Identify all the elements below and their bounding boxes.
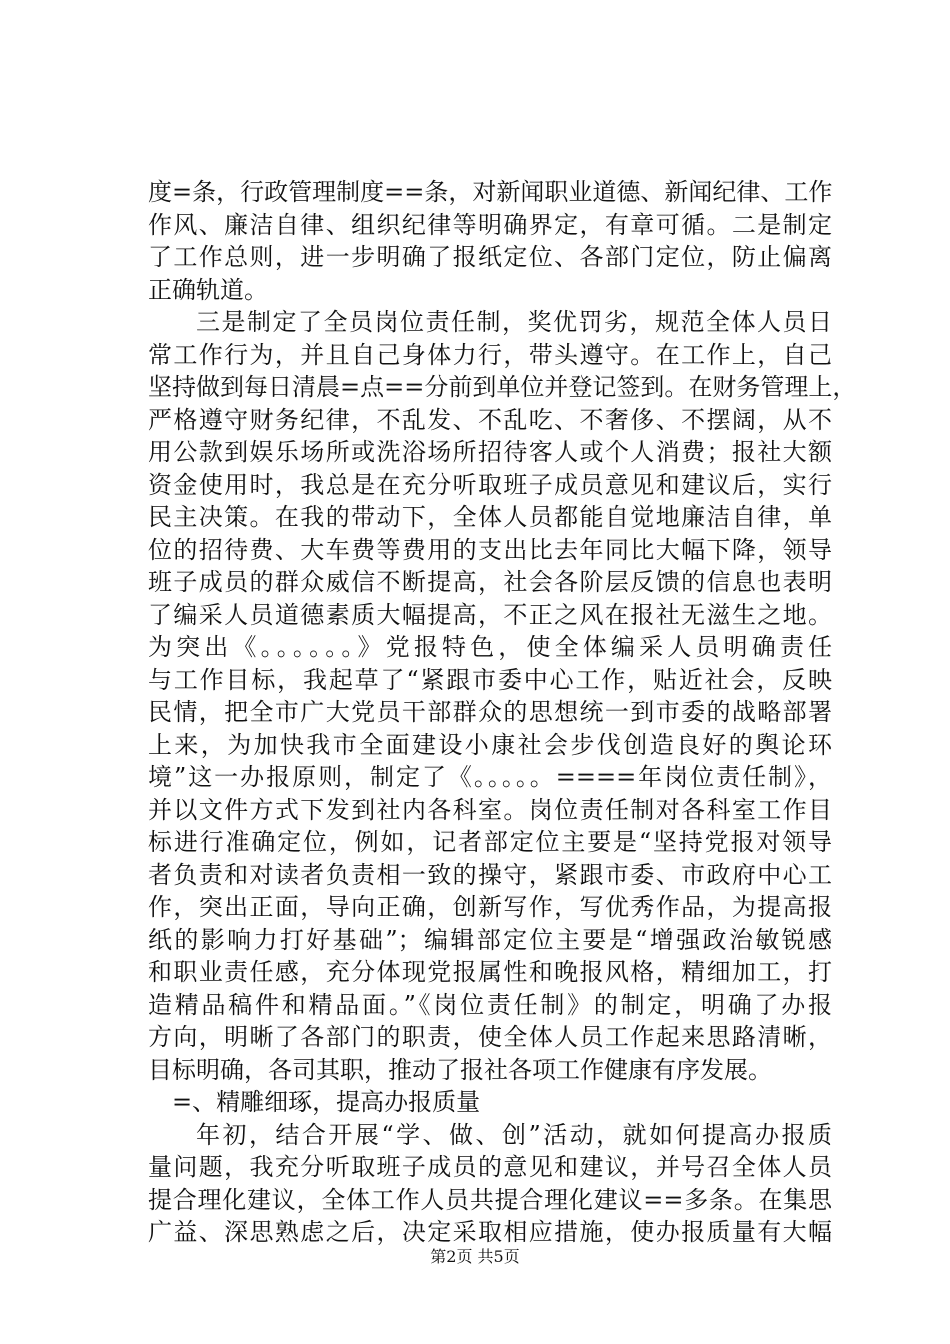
text-line: 目标明确，各司其职，推动了报社各项工作健康有序发展。 [148,1055,772,1084]
body-text [148,176,857,1249]
text-line: 造精品稿件和精品面。”《岗位责任制》的制定，明确了办报 [148,990,832,1019]
text-line: 为突出《。。。。。。》党报特色，使全体编采人员明确责任 [148,633,832,661]
text-line: 了编采人员道德素质大幅提高，不正之风在报社无滋生之地。 [148,600,832,629]
text-line: 者负责和对读者负责相一致的操守，紧跟市委、市政府中心工 [148,860,832,889]
text-line: 坚持做到每日清晨=点==分前到单位并登记签到。在财务管理上， [148,373,857,401]
text-line: 常工作行为，并且自己身体力行，带头遵守。在工作上，自己 [148,340,832,369]
text-line: 度=条，行政管理制度==条，对新闻职业道德、新闻纪律、工作 [148,178,833,206]
page-footer: 第2页 共5页 [430,1247,520,1266]
text-line: 提合理化建议，全体工作人员共提合理化建议==多条。在集思 [148,1185,832,1214]
text-line: 并以文件方式下发到社内各科室。岗位责任制对各科室工作目 [148,795,832,824]
text-line: 与工作目标，我起草了“紧跟市委中心工作，贴近社会，反映 [148,665,832,694]
text-line: 民情，把全市广大党员干部群众的思想统一到市委的战略部署 [148,698,832,726]
text-line: 广益、深思熟虑之后，决定采取相应措施，使办报质量有大幅 [148,1218,832,1246]
text-line: 境”这一办报原则，制定了《。。。。。====年岗位责任制》， [148,763,832,791]
text-line: 三是制定了全员岗位责任制，奖优罚劣，规范全体人员日 [196,308,832,336]
text-line: 班子成员的群众威信不断提高，社会各阶层反馈的信息也表明 [148,568,832,596]
text-line: 了工作总则，进一步明确了报纸定位、各部门定位，防止偏离 [148,243,832,271]
text-line: 量问题，我充分听取班子成员的意见和建议，并号召全体人员 [148,1153,832,1181]
text-line: 方向，明晰了各部门的职责，使全体人员工作起来思路清晰， [148,1023,832,1051]
text-line: 上来，为加快我市全面建设小康社会步伐创造良好的舆论环 [148,730,832,759]
text-line: 正确轨道。 [148,275,268,304]
text-line: 用公款到娱乐场所或洗浴场所招待客人或个人消费；报社大额 [148,438,832,466]
text-line: 纸的影响力打好基础”；编辑部定位主要是“增强政治敏锐感 [148,925,832,954]
text-line: 位的招待费、大车费等费用的支出比去年同比大幅下降，领导 [148,535,832,564]
text-line: 严格遵守财务纪律，不乱发、不乱吃、不奢侈、不摆阔，从不 [148,405,832,434]
text-line: 年初，结合开展“学、做、创”活动，就如何提高办报质 [196,1120,832,1149]
text-line: 作风、廉洁自律、组织纪律等明确界定，有章可循。二是制定 [148,210,832,239]
text-line: 资金使用时，我总是在充分听取班子成员意见和建议后，实行 [148,470,832,499]
text-line: 和职业责任感，充分体现党报属性和晚报风格，精细加工，打 [148,958,832,986]
text-line: 标进行准确定位，例如，记者部定位主要是“坚持党报对领导 [148,828,832,856]
section-heading: =、精雕细琢，提高办报质量 [172,1088,481,1116]
text-line: 民主决策。在我的带动下，全体人员都能自觉地廉洁自律，单 [148,503,832,531]
text-line: 作，突出正面，导向正确，创新写作，写优秀作品，为提高报 [148,893,832,921]
